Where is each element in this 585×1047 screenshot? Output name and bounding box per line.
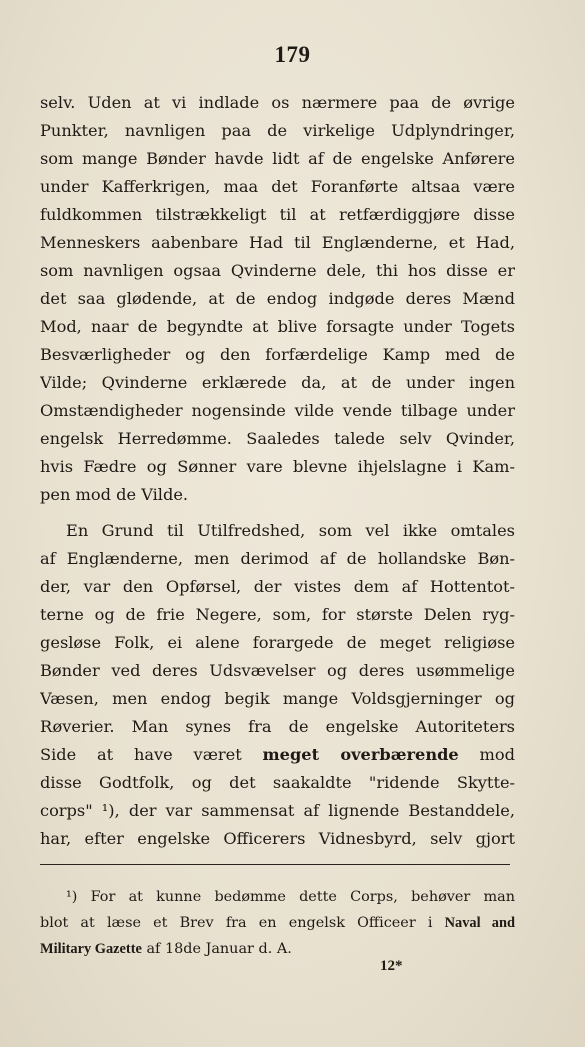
text-line: En Grund til Utilfredshed, som vel ikke omtales [66,521,515,540]
text-line: under Kafferkrigen, maa det Foranførte altsaa være [40,177,515,196]
signature-mark: 12* [380,958,403,974]
text-line: Besværligheder og den forfærdelige Kamp med de [40,345,515,364]
text-line: som navnligen ogsaa Qvinderne dele, thi hos disse er [40,261,515,280]
footnote-line: ¹) For at kunne bedømme dette Corps, behøver man [66,889,515,905]
text-line: Væsen, men endog begik mange Voldsgjerninger og [40,689,515,708]
footnote-line [40,910,515,936]
text-fragment: blot at læse et Brev fra en engelsk Officeer i [40,915,433,931]
text-line: corps" ¹), der var sammensat af lignende Bestanddele, [40,801,515,820]
text-line: Punkter, navnligen paa de virkelige Udplyndringer, [40,121,515,140]
emphasis-text: meget overbærende [262,745,459,764]
text-line: Bønder ved deres Udsvævelser og deres usømmelige [40,661,515,680]
page-number: 179 [274,42,311,67]
text-fragment: af 18de Januar d. A. [146,941,292,957]
publication-title: Naval and [444,915,515,931]
text-line-with-emphasis [40,741,515,769]
text-line: selv. Uden at vi indlade os nærmere paa de øvrige [40,93,515,112]
footnote-line [40,936,515,962]
text-line: gesløse Folk, ei alene forargede de meget religiøse [40,633,515,652]
publication-title: Military Gazette [40,941,142,957]
text-line: disse Godtfolk, og det saakaldte "ridende Skytte- [40,773,515,792]
text-fragment: Side at have været [40,745,242,764]
text-line: fuldkommen tilstrækkeligt til at retfærdiggjøre disse [40,205,515,224]
text-line: engelsk Herredømme. Saaledes talede selv Qvinder, [40,429,515,448]
text-line: Vilde; Qvinderne erklærede da, at de under ingen [40,373,515,392]
text-line: Mod, naar de begyndte at blive forsagte under Togets [40,317,515,336]
text-line: pen mod de Vilde. [40,485,189,504]
text-line: der, var den Opførsel, der vistes dem af Hottentot- [40,577,515,596]
text-fragment: mod [479,745,515,764]
footnote-divider [40,864,510,865]
text-line: Omstændigheder nogensinde vilde vende tilbage under [40,401,515,420]
text-line: Menneskers aabenbare Had til Englænderne, et Had, [40,233,515,252]
text-line: af Englænderne, men derimod af de hollandske Bøn- [40,549,515,568]
body-text [40,89,515,853]
text-line: har, efter engelske Officerers Vidnesbyrd, selv gjort [40,829,515,848]
text-line: det saa glødende, at de endog indgøde deres Mænd [40,289,515,308]
text-line: terne og de frie Negere, som, for største Delen ryg- [40,605,515,624]
paragraph-gap [40,509,515,517]
text-line: Røverier. Man synes fra de engelske Autoriteters [40,717,515,736]
footnote [40,884,515,962]
text-line: som mange Bønder havde lidt af de engelske Anførere [40,149,515,168]
text-line: hvis Fædre og Sønner vare blevne ihjelslagne i Kam- [40,457,515,476]
